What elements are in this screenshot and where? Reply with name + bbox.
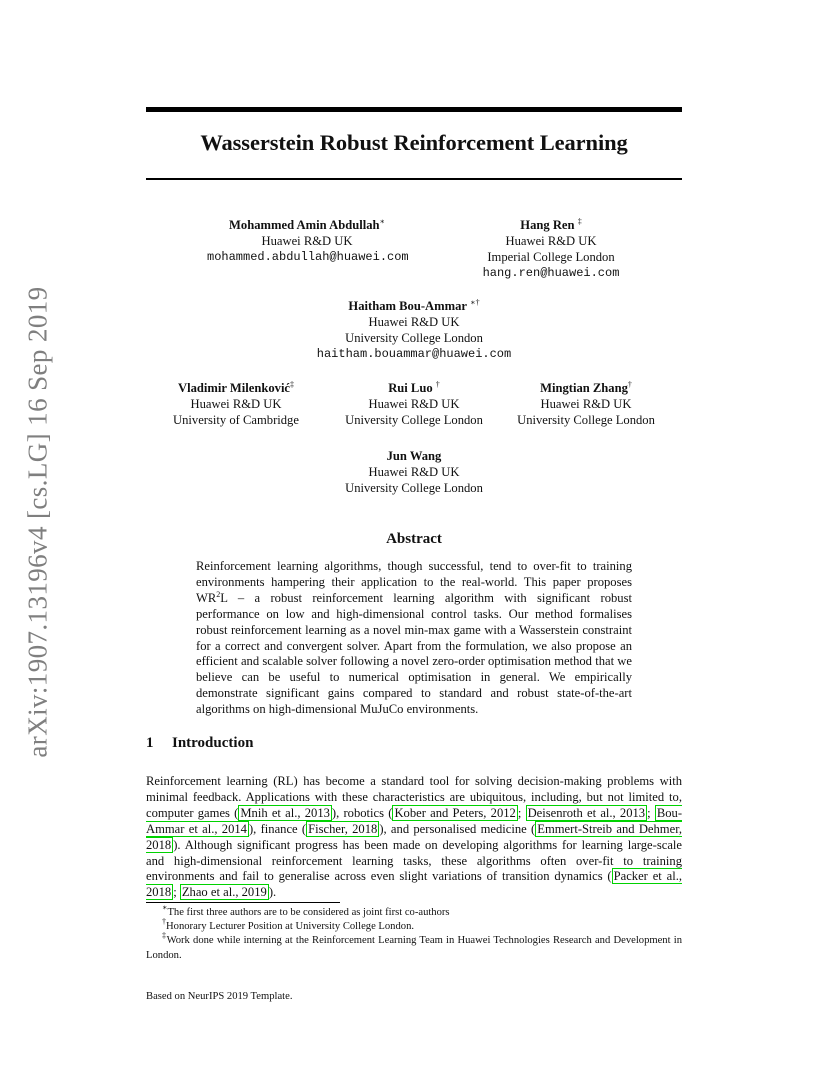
citation-link[interactable]: Bou-Ammar et al., 2014 bbox=[146, 805, 683, 836]
author-name: Vladimir Milenković bbox=[177, 381, 291, 395]
footnote-rule bbox=[146, 902, 340, 903]
citation-link[interactable]: Deisenroth et al., 2013 bbox=[527, 805, 646, 820]
author-mark: ∗ bbox=[379, 217, 385, 226]
author-affiliation: University College London bbox=[517, 413, 655, 427]
author-affiliation: University College London bbox=[345, 481, 483, 495]
author-affiliation: Huawei R&D UK bbox=[540, 397, 632, 411]
citation-link[interactable]: Packer et al., 2018 bbox=[146, 869, 682, 900]
citation-link[interactable]: Zhao et al., 2019 bbox=[181, 885, 267, 900]
author-block-abdullah bbox=[207, 217, 407, 265]
author-affiliation: University College London bbox=[345, 413, 483, 427]
author-affiliation: Huawei R&D UK bbox=[368, 315, 460, 329]
author-name: Hang Ren bbox=[520, 218, 575, 232]
template-note: Based on NeurIPS 2019 Template. bbox=[146, 991, 293, 1002]
author-email: mohammed.abdullah@huawei.com bbox=[207, 250, 409, 264]
author-mark: ∗† bbox=[470, 298, 480, 307]
intro-paragraph: Reinforcement learning (RL) has become a standard tool for solving decision-making problems with minimal feedback. Applications with these characteristics are ubiquitous, including, but not limited to, computer games ( Mnih et al., 2013 ), robotics ( Kober and Peters, 2012 ; Deisenroth et al., 2013 ; Bou-Ammar et al., 2014 ), finance ( Fischer, 2018 ), and personalised medicine ( Emmert-Streib and Dehmer, 2018 ). Although significant progress has been made on developing algorithms for learning large-scale and high-dimensional reinforcement learning tasks, these algorithms often over-fit to training environments and fail to generalise across even slight variations of transition dynamics ( Packer et al., 2018 ; Zhao et al., 2019 ). bbox=[146, 774, 683, 900]
footnotes bbox=[146, 903, 682, 963]
footnote: ‡Work done while interning at the Reinforcement Learning Team in Huawei Technologies Research and Development in London. bbox=[146, 931, 682, 961]
author-block-ren bbox=[471, 217, 631, 281]
author-block-luo bbox=[329, 380, 499, 428]
author-affiliation: Huawei R&D UK bbox=[261, 234, 353, 248]
citation-link[interactable]: Kober and Peters, 2012 bbox=[394, 805, 516, 820]
author-mark: ‡ bbox=[577, 217, 582, 226]
author-name: Jun Wang bbox=[386, 449, 442, 463]
author-mark: ‡ bbox=[290, 380, 295, 389]
author-affiliation: Huawei R&D UK bbox=[505, 234, 597, 248]
paper-title: Wasserstein Robust Reinforcement Learning bbox=[200, 130, 628, 155]
footnote: ∗The first three authors are to be considered as joint first co-authors bbox=[162, 903, 450, 918]
author-email: hang.ren@huawei.com bbox=[482, 266, 620, 280]
author-affiliation: Imperial College London bbox=[487, 250, 615, 264]
author-affiliation: Huawei R&D UK bbox=[368, 397, 460, 411]
author-block-milenkovic bbox=[161, 380, 311, 428]
author-block-zhang bbox=[506, 380, 666, 428]
author-block-wang bbox=[329, 448, 499, 496]
author-affiliation: University College London bbox=[345, 331, 483, 345]
author-affiliation: University of Cambridge bbox=[173, 413, 299, 427]
author-mark: † bbox=[627, 380, 632, 389]
author-block-bou-ammar bbox=[304, 298, 524, 362]
author-name: Haitham Bou-Ammar bbox=[348, 299, 467, 313]
abstract-heading: Abstract bbox=[386, 531, 442, 547]
citation-link[interactable]: Fischer, 2018 bbox=[308, 821, 378, 836]
footnote: †Honorary Lecturer Position at University College London. bbox=[162, 917, 415, 933]
citation-link[interactable]: Emmert-Streib and Dehmer, 2018 bbox=[146, 821, 683, 852]
author-mark: † bbox=[435, 380, 440, 389]
title-top-rule bbox=[146, 107, 682, 112]
title-bottom-rule bbox=[146, 178, 682, 180]
author-email: haitham.bouammar@huawei.com bbox=[316, 347, 512, 361]
author-affiliation: Huawei R&D UK bbox=[190, 397, 282, 411]
author-name: Rui Luo bbox=[388, 381, 433, 395]
abstract-body: Reinforcement learning algorithms, though successful, tend to over-fit to training environments hampering their application to the real-world. This paper proposes $WR^2L$ – a robust reinforcement learning algorithm with significant robust performance on low and high-dimensional control tasks. Our method formalises robust reinforcement learning as a novel min-max game with a Wasserstein constraint for a correct and convergent solver. Apart from the formulation, we also propose an efficient and scalable solver following a novel zero-order optimisation method that we believe can be useful to numerical optimisation in general. We empirically demonstrate significant gains compared to standard and robust state-of-the-art algorithms on high-dimensional MuJuCo environments. bbox=[196, 559, 632, 717]
section-heading: 1 Introduction bbox=[146, 735, 254, 751]
author-affiliation: Huawei R&D UK bbox=[368, 465, 460, 479]
author-name: Mohammed Amin Abdullah bbox=[229, 218, 380, 232]
citation-link[interactable]: Mnih et al., 2013 bbox=[240, 805, 330, 820]
author-name: Mingtian Zhang bbox=[540, 381, 628, 395]
